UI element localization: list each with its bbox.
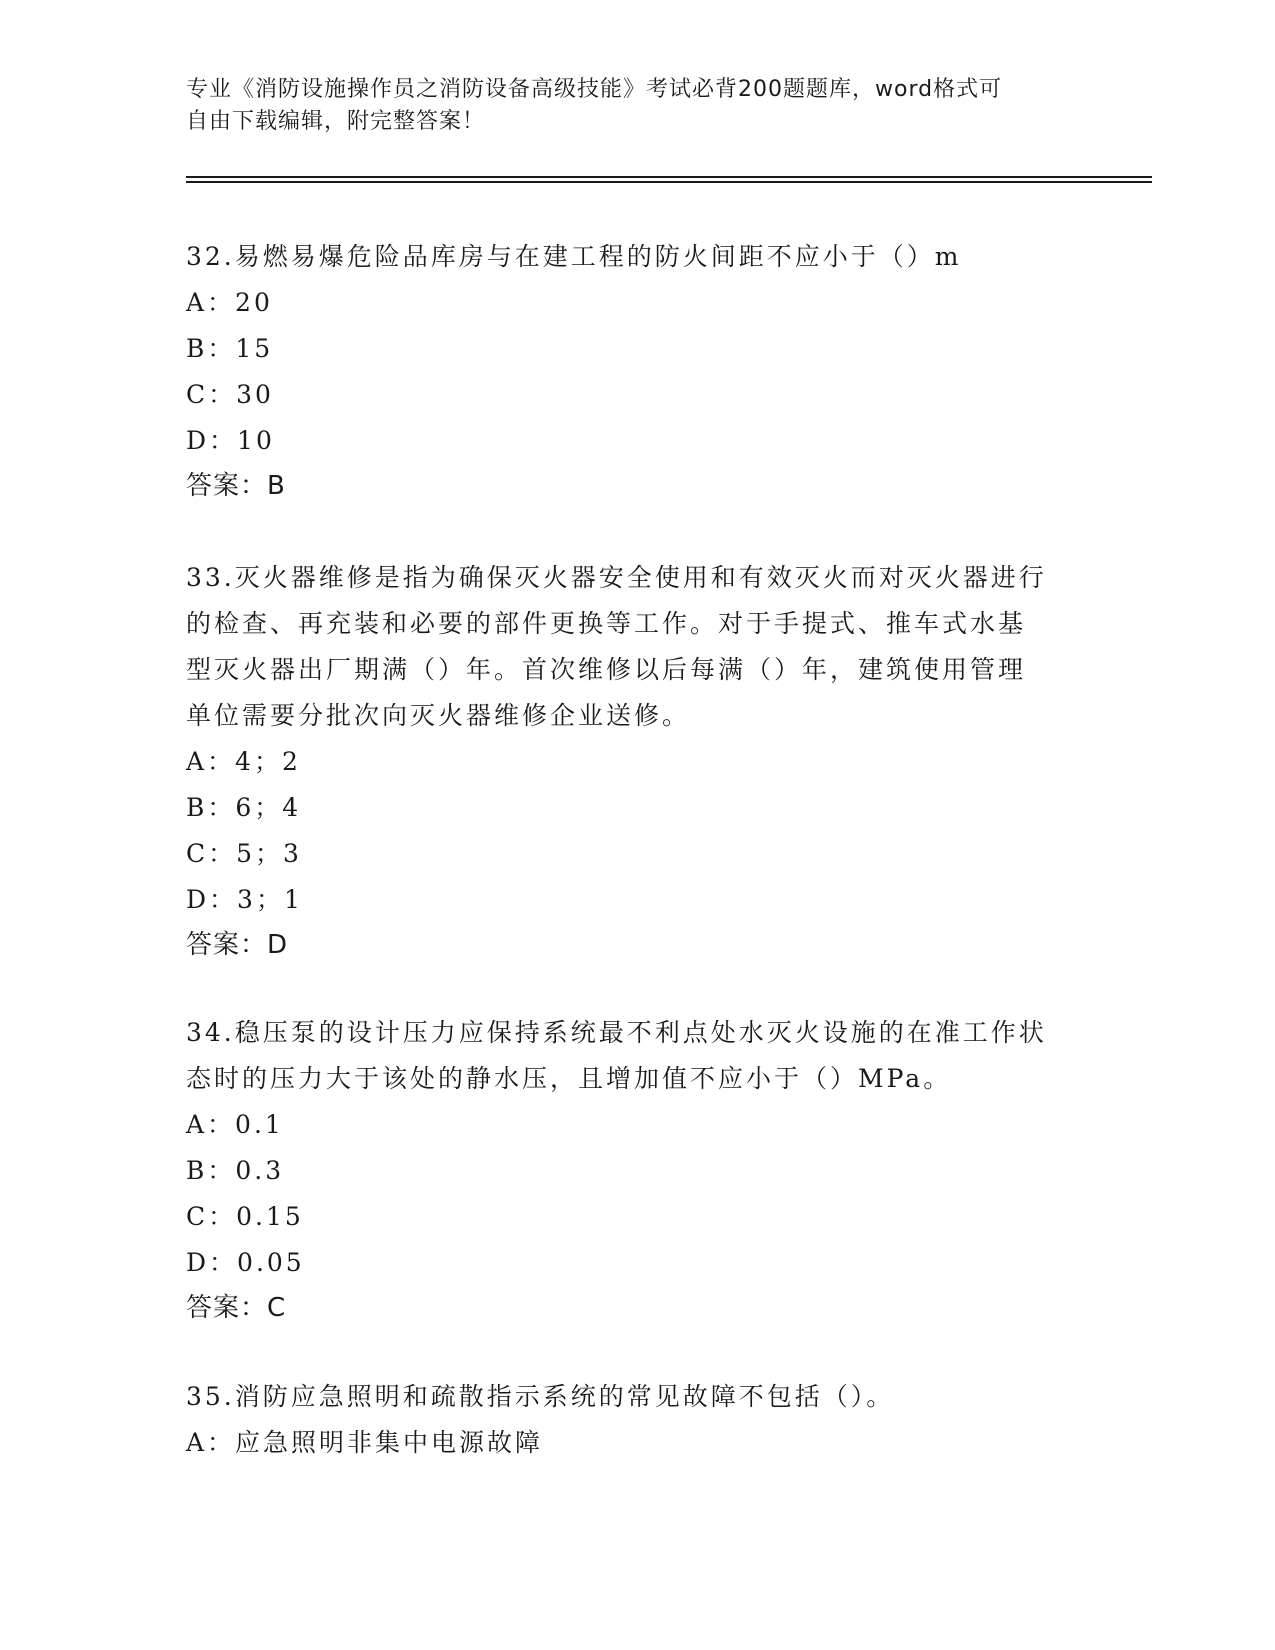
option-c: C：5；3 (186, 839, 302, 868)
question-text: 32.易燃易爆危险品库房与在建工程的防火间距不应小于（）m (186, 242, 962, 271)
header-divider-top (186, 176, 1152, 178)
answer: 答案：C (186, 1293, 287, 1323)
question-text: 34.稳压泵的设计压力应保持系统最不利点处水灭火设施的在准工作状 (186, 1018, 1047, 1047)
question-34 (186, 1010, 1086, 1330)
question-33 (186, 555, 1086, 967)
option-b: B：0.3 (186, 1156, 285, 1185)
option-c: C：30 (186, 380, 274, 409)
answer: 答案：B (186, 471, 286, 501)
option-d: D：0.05 (186, 1248, 305, 1277)
option-c: C：0.15 (186, 1202, 304, 1231)
question-32 (186, 234, 1086, 508)
option-a: A：20 (186, 288, 273, 317)
question-text: 35.消防应急照明和疏散指示系统的常见故障不包括（）。 (186, 1382, 895, 1411)
question-text: 单位需要分批次向灭火器维修企业送修。 (186, 701, 691, 730)
option-a: A：0.1 (186, 1110, 284, 1139)
option-d: D：3；1 (186, 885, 303, 914)
option-d: D：10 (186, 426, 275, 455)
option-b: B：6；4 (186, 793, 302, 822)
document-header (186, 74, 1066, 138)
question-text: 的检查、再充装和必要的部件更换等工作。对于手提式、推车式水基 (186, 609, 1027, 638)
header-line-2: 自由下载编辑，附完整答案！ (186, 109, 486, 134)
question-text: 33.灭火器维修是指为确保灭火器安全使用和有效灭火而对灭火器进行 (186, 563, 1047, 592)
option-b: B：15 (186, 334, 274, 363)
option-a: A：应急照明非集中电源故障 (186, 1428, 544, 1457)
answer: 答案：D (186, 930, 289, 960)
question-text: 型灭火器出厂期满（）年。首次维修以后每满（）年，建筑使用管理 (186, 655, 1027, 684)
question-text: 态时的压力大于该处的静水压，且增加值不应小于（）MPa。 (186, 1064, 952, 1093)
header-divider-bottom (186, 181, 1152, 183)
header-line-1: 专业《消防设施操作员之消防设备高级技能》考试必背200题题库，word格式可 (186, 77, 1003, 102)
question-35 (186, 1374, 1086, 1466)
option-a: A：4；2 (186, 747, 301, 776)
